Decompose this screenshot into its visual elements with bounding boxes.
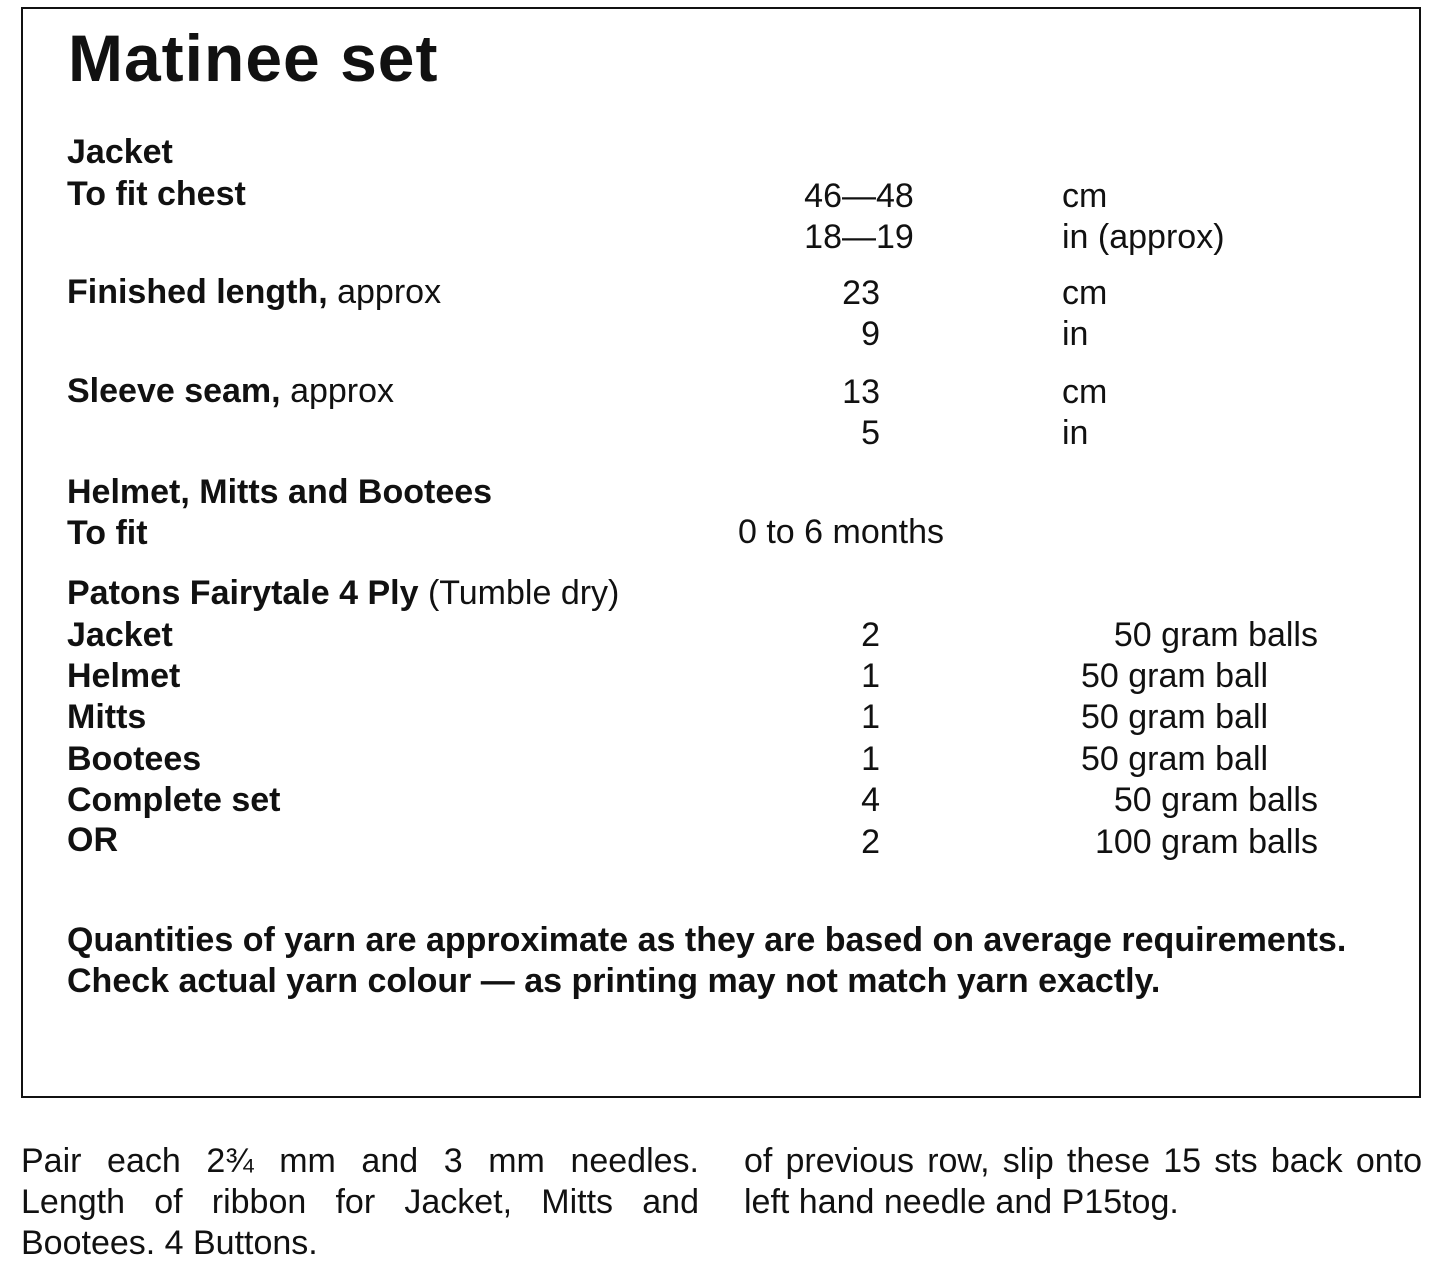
sleeve-cm-unit: cm	[1062, 373, 1108, 411]
jacket-heading: Jacket	[67, 133, 173, 171]
chest-in-unit: in (approx)	[1062, 218, 1225, 256]
accessories-heading: Helmet, Mitts and Bootees	[67, 473, 493, 511]
yarn-row-qty: 1	[861, 740, 880, 778]
yarn-row-item: Complete set	[67, 781, 281, 819]
yarn-row-unit: 100 gram balls	[1094, 823, 1318, 861]
yarn-row-unit: 50 gram ball	[1081, 698, 1269, 736]
notes	[67, 920, 1347, 1002]
body-text-col2: of previous row, slip these 15 sts back onto left hand needle and P15tog.	[744, 1142, 1422, 1221]
sleeve-label-light: approx	[280, 372, 395, 410]
note-quantities: Quantities of yarn are approximate as they are based on average requirements.	[67, 921, 1347, 959]
yarn-heading-light: (Tumble dry)	[418, 574, 620, 612]
yarn-heading-bold: Patons Fairytale 4 Ply	[67, 574, 419, 612]
yarn-row-qty: 2	[861, 616, 880, 654]
yarn-heading	[67, 573, 619, 613]
yarn-row-qty: 2	[861, 823, 880, 861]
fit-label: To fit	[67, 514, 148, 552]
length-label-light: approx	[327, 273, 442, 311]
body-text-col1: Pair each 2¾ mm and 3 mm needles. Length of ribbon for Jacket, Mitts and Bootees. 4 Buttons.	[21, 1142, 699, 1262]
chest-cm-value: 46—48	[804, 177, 914, 215]
yarn-row-qty: 1	[861, 698, 880, 736]
yarn-row-item: Mitts	[67, 698, 147, 736]
length-cm-unit: cm	[1062, 274, 1108, 312]
length-in-unit: in	[1062, 315, 1089, 353]
yarn-row-item: Jacket	[67, 616, 173, 654]
note-colour: Check actual yarn colour — as printing may not match yarn exactly.	[67, 962, 1161, 1000]
yarn-row-item: Helmet	[67, 657, 181, 695]
yarn-row-unit: 50 gram balls	[1113, 781, 1318, 819]
length-in-value: 9	[861, 315, 880, 353]
chest-label: To fit chest	[67, 175, 246, 213]
page-title: Matinee set	[68, 21, 439, 95]
yarn-row-unit: 50 gram balls	[1113, 616, 1318, 654]
yarn-row-qty: 4	[861, 781, 880, 819]
fit-value: 0 to 6 months	[738, 513, 945, 551]
yarn-row-item: OR	[67, 821, 118, 859]
yarn-row-unit: 50 gram ball	[1081, 657, 1269, 695]
sleeve-in-value: 5	[861, 414, 880, 452]
yarn-row-qty: 1	[861, 657, 880, 695]
length-label-bold: Finished length,	[67, 273, 328, 311]
length-label	[67, 272, 441, 312]
sleeve-cm-value: 13	[842, 373, 880, 411]
yarn-row-item: Bootees	[67, 740, 202, 778]
chest-cm-unit: cm	[1062, 177, 1108, 215]
yarn-row-unit: 50 gram ball	[1081, 740, 1269, 778]
sleeve-in-unit: in	[1062, 414, 1089, 452]
length-cm-value: 23	[842, 274, 880, 312]
chest-in-value: 18—19	[804, 218, 914, 256]
sleeve-label-bold: Sleeve seam,	[67, 372, 281, 410]
sleeve-label	[67, 371, 394, 411]
